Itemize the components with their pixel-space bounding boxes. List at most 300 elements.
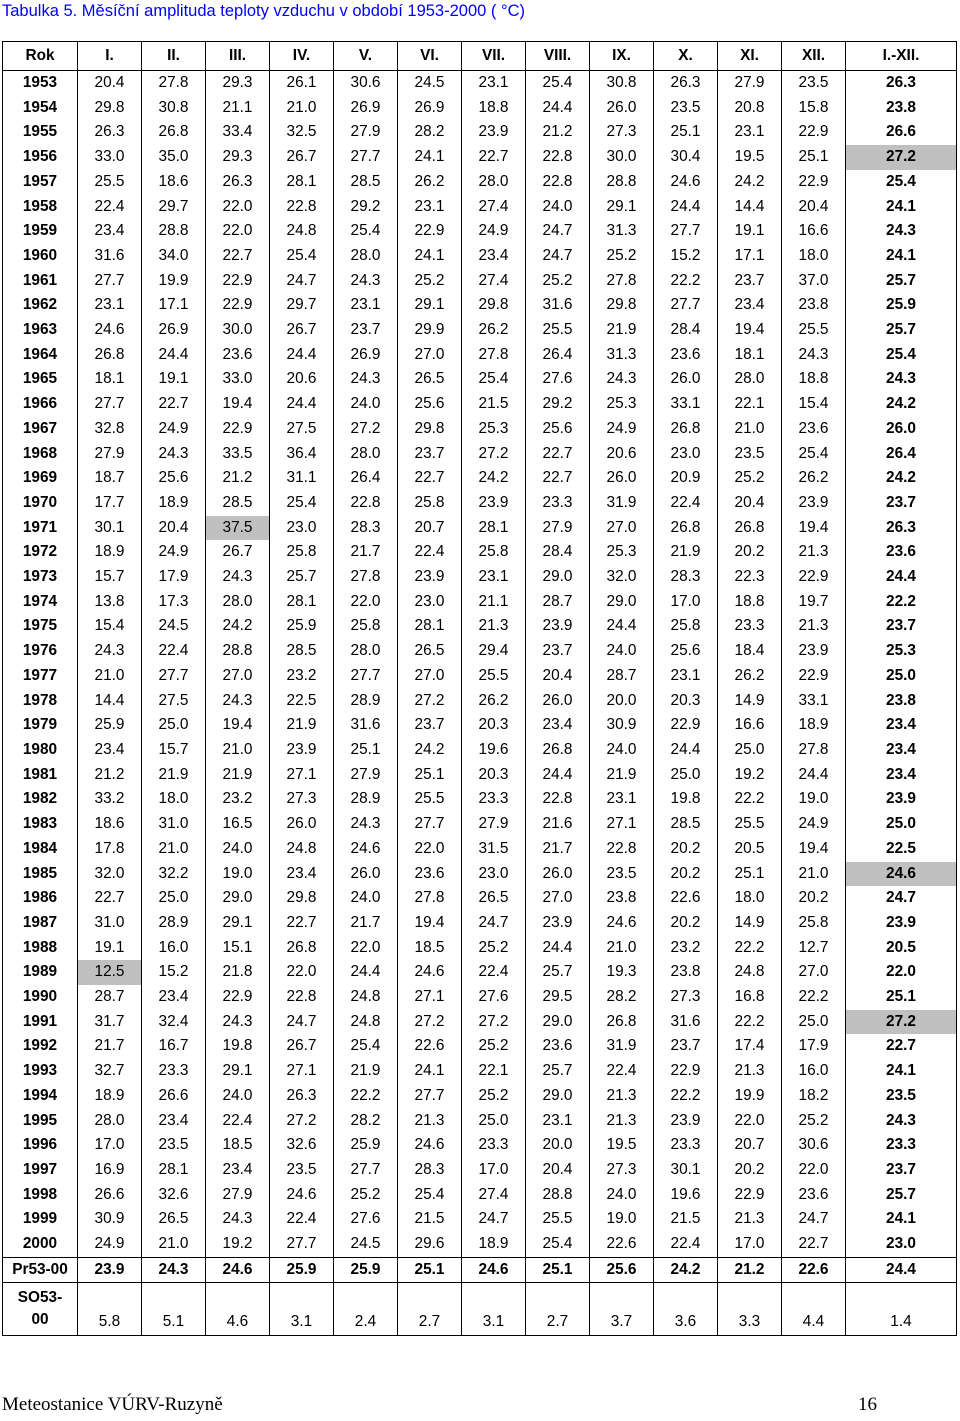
month-value-cell: 24.2	[398, 738, 462, 763]
annual-value-cell: 24.1	[846, 1207, 957, 1232]
month-value-cell: 26.5	[398, 639, 462, 664]
month-value-cell: 18.6	[78, 812, 142, 837]
year-cell: 1968	[3, 442, 78, 467]
month-value-cell: 26.7	[270, 1034, 334, 1059]
year-cell: 1985	[3, 862, 78, 887]
month-value-cell: 27.7	[78, 392, 142, 417]
month-value-cell: 24.0	[526, 195, 590, 220]
annual-value-cell: 25.0	[846, 812, 957, 837]
month-value-cell: 31.0	[78, 911, 142, 936]
month-value-cell: 27.4	[462, 1183, 526, 1208]
month-value-cell: 24.7	[526, 244, 590, 269]
month-value-cell: 23.2	[654, 936, 718, 961]
month-value-cell: 23.3	[462, 1133, 526, 1158]
month-value-cell: 22.1	[718, 392, 782, 417]
month-value-cell: 23.5	[782, 71, 846, 96]
month-value-cell: 23.7	[718, 269, 782, 294]
table-row	[3, 936, 957, 961]
month-value-cell: 25.9	[78, 713, 142, 738]
month-value-cell: 31.1	[270, 466, 334, 491]
month-value-cell: 18.8	[718, 590, 782, 615]
month-value-cell: 20.8	[718, 96, 782, 121]
month-value-cell: 24.2	[718, 170, 782, 195]
month-value-cell: 21.9	[206, 763, 270, 788]
month-value-cell: 23.4	[206, 1158, 270, 1183]
annual-value-cell: 26.3	[846, 516, 957, 541]
month-value-cell: 22.0	[334, 590, 398, 615]
annual-value-cell: 26.0	[846, 417, 957, 442]
month-value-cell: 28.7	[526, 590, 590, 615]
month-value-cell: 27.3	[590, 1158, 654, 1183]
year-cell: 1996	[3, 1133, 78, 1158]
month-value-cell: 35.0	[142, 145, 206, 170]
month-value-cell: 29.8	[398, 417, 462, 442]
month-value-cell: 31.6	[526, 293, 590, 318]
year-cell: 1971	[3, 516, 78, 541]
month-value-cell: 20.2	[654, 862, 718, 887]
month-value-cell: 15.4	[78, 614, 142, 639]
header-month: V.	[334, 42, 398, 71]
month-value-cell: 29.0	[526, 565, 590, 590]
month-value-cell: 23.2	[206, 787, 270, 812]
month-value-cell: 22.7	[206, 244, 270, 269]
month-value-cell: 23.4	[718, 293, 782, 318]
month-value-cell: 28.2	[398, 120, 462, 145]
annual-value-cell: 25.0	[846, 664, 957, 689]
annual-value-cell: 23.0	[846, 1232, 957, 1257]
annual-value-cell: 25.7	[846, 269, 957, 294]
month-value-cell: 29.6	[398, 1232, 462, 1257]
year-cell: 1954	[3, 96, 78, 121]
summary-annual-cell: 24.4	[846, 1257, 957, 1283]
month-value-cell: 21.3	[590, 1109, 654, 1134]
month-value-cell: 23.4	[526, 713, 590, 738]
month-value-cell: 25.6	[398, 392, 462, 417]
month-value-cell: 24.8	[718, 960, 782, 985]
month-value-cell: 21.5	[398, 1207, 462, 1232]
month-value-cell: 25.5	[78, 170, 142, 195]
month-value-cell: 33.0	[78, 145, 142, 170]
month-value-cell: 18.2	[782, 1084, 846, 1109]
month-value-cell: 20.9	[654, 466, 718, 491]
month-value-cell: 18.9	[78, 1084, 142, 1109]
month-value-cell: 23.3	[718, 614, 782, 639]
month-value-cell: 21.9	[142, 763, 206, 788]
annual-value-cell: 23.8	[846, 689, 957, 714]
month-value-cell: 25.6	[526, 417, 590, 442]
month-value-cell: 29.9	[398, 318, 462, 343]
annual-value-cell: 25.7	[846, 318, 957, 343]
summary-value-cell: 2.7	[526, 1283, 590, 1336]
month-value-cell: 27.8	[782, 738, 846, 763]
month-value-cell: 28.5	[654, 812, 718, 837]
month-value-cell: 29.3	[206, 145, 270, 170]
month-value-cell: 26.6	[142, 1084, 206, 1109]
summary-label	[3, 1283, 78, 1336]
month-value-cell: 25.7	[270, 565, 334, 590]
summary-label-part: SO53-	[17, 1289, 63, 1307]
month-value-cell: 25.8	[654, 614, 718, 639]
month-value-cell: 23.0	[654, 442, 718, 467]
month-value-cell: 23.4	[78, 738, 142, 763]
month-value-cell: 19.4	[206, 392, 270, 417]
month-value-cell: 29.1	[398, 293, 462, 318]
table-row	[3, 664, 957, 689]
month-value-cell: 18.5	[206, 1133, 270, 1158]
month-value-cell: 30.6	[782, 1133, 846, 1158]
month-value-cell: 25.0	[142, 886, 206, 911]
month-value-cell: 22.7	[398, 466, 462, 491]
month-value-cell: 22.7	[142, 392, 206, 417]
annual-value-cell: 23.9	[846, 787, 957, 812]
month-value-cell: 25.5	[526, 1207, 590, 1232]
station-name: Meteostanice VÚRV-Ruzyně	[2, 1394, 223, 1415]
month-value-cell: 25.2	[398, 269, 462, 294]
month-value-cell: 21.2	[206, 466, 270, 491]
month-value-cell: 20.2	[718, 540, 782, 565]
month-value-cell: 28.0	[334, 639, 398, 664]
month-value-cell: 21.9	[270, 713, 334, 738]
month-value-cell: 19.4	[398, 911, 462, 936]
month-value-cell: 29.8	[462, 293, 526, 318]
month-value-cell: 25.8	[462, 540, 526, 565]
month-value-cell: 23.6	[526, 1034, 590, 1059]
month-value-cell: 26.2	[462, 689, 526, 714]
month-value-cell: 24.4	[526, 936, 590, 961]
month-value-cell: 26.9	[334, 96, 398, 121]
month-value-cell: 21.0	[142, 1232, 206, 1257]
annual-value-cell: 24.3	[846, 367, 957, 392]
month-value-cell: 28.8	[142, 219, 206, 244]
month-value-cell: 22.4	[142, 639, 206, 664]
month-value-cell: 23.4	[78, 219, 142, 244]
month-value-cell: 27.7	[334, 1158, 398, 1183]
month-value-cell: 22.2	[334, 1084, 398, 1109]
table-row	[3, 392, 957, 417]
month-value-cell: 21.3	[462, 614, 526, 639]
month-value-cell: 29.8	[590, 293, 654, 318]
table-row	[3, 985, 957, 1010]
month-value-cell: 24.8	[270, 837, 334, 862]
summary-value-cell: 21.2	[718, 1257, 782, 1283]
month-value-cell: 27.4	[462, 269, 526, 294]
month-value-cell: 32.2	[142, 862, 206, 887]
month-value-cell: 33.5	[206, 442, 270, 467]
month-value-cell: 27.3	[590, 120, 654, 145]
month-value-cell: 23.9	[526, 614, 590, 639]
month-value-cell: 25.1	[782, 145, 846, 170]
month-value-cell: 30.9	[590, 713, 654, 738]
annual-value-cell: 26.6	[846, 120, 957, 145]
table-row	[3, 689, 957, 714]
year-cell: 1961	[3, 269, 78, 294]
month-value-cell: 27.9	[206, 1183, 270, 1208]
month-value-cell: 37.5	[206, 516, 270, 541]
month-value-cell: 29.5	[526, 985, 590, 1010]
month-value-cell: 29.0	[590, 590, 654, 615]
month-value-cell: 25.8	[334, 614, 398, 639]
month-value-cell: 25.5	[718, 812, 782, 837]
month-value-cell: 24.0	[334, 392, 398, 417]
month-value-cell: 23.4	[142, 1109, 206, 1134]
year-cell: 1964	[3, 343, 78, 368]
month-value-cell: 29.4	[462, 639, 526, 664]
month-value-cell: 23.5	[270, 1158, 334, 1183]
month-value-cell: 28.2	[590, 985, 654, 1010]
month-value-cell: 18.1	[718, 343, 782, 368]
month-value-cell: 20.4	[142, 516, 206, 541]
month-value-cell: 25.1	[334, 738, 398, 763]
month-value-cell: 19.5	[590, 1133, 654, 1158]
month-value-cell: 23.9	[782, 491, 846, 516]
table-row	[3, 145, 957, 170]
month-value-cell: 24.4	[142, 343, 206, 368]
year-cell: 1965	[3, 367, 78, 392]
month-value-cell: 22.9	[782, 170, 846, 195]
header-month: III.	[206, 42, 270, 71]
month-value-cell: 15.8	[782, 96, 846, 121]
table-row	[3, 367, 957, 392]
average-row	[3, 1257, 957, 1283]
table-row	[3, 293, 957, 318]
table-row	[3, 71, 957, 96]
month-value-cell: 30.1	[654, 1158, 718, 1183]
table-row	[3, 195, 957, 220]
month-value-cell: 27.0	[206, 664, 270, 689]
year-cell: 1974	[3, 590, 78, 615]
month-value-cell: 24.4	[334, 960, 398, 985]
month-value-cell: 28.1	[398, 614, 462, 639]
month-value-cell: 24.5	[334, 1232, 398, 1257]
annual-value-cell: 23.6	[846, 540, 957, 565]
year-cell: 1957	[3, 170, 78, 195]
month-value-cell: 32.4	[142, 1010, 206, 1035]
month-value-cell: 21.0	[782, 862, 846, 887]
month-value-cell: 22.8	[526, 787, 590, 812]
table-row	[3, 787, 957, 812]
month-value-cell: 16.9	[78, 1158, 142, 1183]
summary-value-cell: 3.1	[270, 1283, 334, 1336]
month-value-cell: 24.7	[270, 269, 334, 294]
month-value-cell: 25.2	[462, 936, 526, 961]
month-value-cell: 23.9	[398, 565, 462, 590]
month-value-cell: 25.9	[334, 1133, 398, 1158]
month-value-cell: 23.1	[78, 293, 142, 318]
month-value-cell: 24.7	[782, 1207, 846, 1232]
month-value-cell: 15.4	[782, 392, 846, 417]
month-value-cell: 24.1	[398, 145, 462, 170]
month-value-cell: 19.2	[718, 763, 782, 788]
year-cell: 1962	[3, 293, 78, 318]
month-value-cell: 27.2	[398, 1010, 462, 1035]
month-value-cell: 26.8	[718, 516, 782, 541]
year-cell: 1992	[3, 1034, 78, 1059]
month-value-cell: 24.3	[590, 367, 654, 392]
summary-value-cell: 25.1	[398, 1257, 462, 1283]
month-value-cell: 29.8	[78, 96, 142, 121]
month-value-cell: 21.0	[78, 664, 142, 689]
month-value-cell: 24.6	[398, 1133, 462, 1158]
month-value-cell: 24.1	[398, 244, 462, 269]
month-value-cell: 12.5	[78, 960, 142, 985]
month-value-cell: 20.5	[718, 837, 782, 862]
month-value-cell: 25.4	[462, 367, 526, 392]
table-row	[3, 960, 957, 985]
month-value-cell: 28.7	[590, 664, 654, 689]
month-value-cell: 27.2	[398, 689, 462, 714]
month-value-cell: 28.5	[334, 170, 398, 195]
month-value-cell: 37.0	[782, 269, 846, 294]
month-value-cell: 24.3	[78, 639, 142, 664]
month-value-cell: 25.2	[718, 466, 782, 491]
annual-value-cell: 24.7	[846, 886, 957, 911]
month-value-cell: 25.4	[526, 71, 590, 96]
month-value-cell: 26.4	[526, 343, 590, 368]
month-value-cell: 24.4	[526, 96, 590, 121]
month-value-cell: 26.5	[398, 367, 462, 392]
month-value-cell: 23.2	[270, 664, 334, 689]
month-value-cell: 22.8	[270, 195, 334, 220]
month-value-cell: 27.7	[334, 145, 398, 170]
month-value-cell: 28.1	[142, 1158, 206, 1183]
month-value-cell: 22.2	[718, 1010, 782, 1035]
month-value-cell: 19.5	[718, 145, 782, 170]
month-value-cell: 29.7	[142, 195, 206, 220]
annual-value-cell: 26.4	[846, 442, 957, 467]
table-row	[3, 837, 957, 862]
month-value-cell: 22.8	[590, 837, 654, 862]
table-row	[3, 812, 957, 837]
month-value-cell: 23.1	[718, 120, 782, 145]
summary-value-cell: 3.6	[654, 1283, 718, 1336]
summary-value-cell: 25.9	[270, 1257, 334, 1283]
table-row	[3, 713, 957, 738]
annual-value-cell: 24.1	[846, 1059, 957, 1084]
month-value-cell: 24.4	[590, 614, 654, 639]
month-value-cell: 26.7	[206, 540, 270, 565]
table-row	[3, 244, 957, 269]
month-value-cell: 29.0	[206, 886, 270, 911]
month-value-cell: 22.2	[654, 1084, 718, 1109]
month-value-cell: 21.6	[526, 812, 590, 837]
month-value-cell: 22.9	[782, 565, 846, 590]
month-value-cell: 23.6	[398, 862, 462, 887]
month-value-cell: 27.8	[142, 71, 206, 96]
year-cell: 1997	[3, 1158, 78, 1183]
month-value-cell: 21.9	[334, 1059, 398, 1084]
month-value-cell: 18.8	[782, 367, 846, 392]
annual-value-cell: 25.9	[846, 293, 957, 318]
month-value-cell: 22.6	[398, 1034, 462, 1059]
month-value-cell: 24.9	[142, 417, 206, 442]
month-value-cell: 22.1	[462, 1059, 526, 1084]
month-value-cell: 28.0	[78, 1109, 142, 1134]
summary-value-cell: 2.4	[334, 1283, 398, 1336]
year-cell: 1979	[3, 713, 78, 738]
table-row	[3, 565, 957, 590]
month-value-cell: 23.0	[270, 516, 334, 541]
month-value-cell: 24.8	[334, 1010, 398, 1035]
month-value-cell: 19.1	[142, 367, 206, 392]
annual-value-cell: 24.3	[846, 1109, 957, 1134]
summary-value-cell: 3.1	[462, 1283, 526, 1336]
table-row	[3, 269, 957, 294]
month-value-cell: 33.4	[206, 120, 270, 145]
month-value-cell: 18.8	[462, 96, 526, 121]
annual-value-cell: 25.7	[846, 1183, 957, 1208]
month-value-cell: 28.9	[334, 689, 398, 714]
month-value-cell: 25.9	[270, 614, 334, 639]
month-value-cell: 21.3	[782, 540, 846, 565]
month-value-cell: 22.8	[334, 491, 398, 516]
month-value-cell: 26.8	[142, 120, 206, 145]
month-value-cell: 17.4	[718, 1034, 782, 1059]
month-value-cell: 23.4	[142, 985, 206, 1010]
month-value-cell: 25.8	[270, 540, 334, 565]
month-value-cell: 23.9	[526, 911, 590, 936]
year-cell: 1963	[3, 318, 78, 343]
month-value-cell: 25.2	[782, 1109, 846, 1134]
month-value-cell: 25.4	[526, 1232, 590, 1257]
header-month: I.	[78, 42, 142, 71]
month-value-cell: 18.9	[78, 540, 142, 565]
month-value-cell: 23.1	[526, 1109, 590, 1134]
month-value-cell: 14.9	[718, 689, 782, 714]
header-month: VIII.	[526, 42, 590, 71]
month-value-cell: 21.0	[270, 96, 334, 121]
month-value-cell: 23.1	[654, 664, 718, 689]
table-row	[3, 96, 957, 121]
header-month: XII.	[782, 42, 846, 71]
month-value-cell: 24.6	[398, 960, 462, 985]
month-value-cell: 21.1	[206, 96, 270, 121]
month-value-cell: 26.0	[526, 862, 590, 887]
table-row	[3, 1158, 957, 1183]
year-cell: 1981	[3, 763, 78, 788]
month-value-cell: 19.3	[590, 960, 654, 985]
month-value-cell: 22.0	[270, 960, 334, 985]
month-value-cell: 28.8	[526, 1183, 590, 1208]
month-value-cell: 25.2	[462, 1084, 526, 1109]
annual-value-cell: 23.9	[846, 911, 957, 936]
month-value-cell: 29.3	[206, 71, 270, 96]
month-value-cell: 23.4	[462, 244, 526, 269]
month-value-cell: 20.2	[782, 886, 846, 911]
month-value-cell: 17.9	[782, 1034, 846, 1059]
month-value-cell: 14.9	[718, 911, 782, 936]
month-value-cell: 22.5	[270, 689, 334, 714]
month-value-cell: 21.9	[654, 540, 718, 565]
month-value-cell: 19.4	[782, 516, 846, 541]
month-value-cell: 28.7	[78, 985, 142, 1010]
month-value-cell: 26.8	[590, 1010, 654, 1035]
month-value-cell: 23.7	[334, 318, 398, 343]
month-value-cell: 27.6	[462, 985, 526, 1010]
annual-value-cell: 23.7	[846, 1158, 957, 1183]
month-value-cell: 32.6	[270, 1133, 334, 1158]
month-value-cell: 28.9	[142, 911, 206, 936]
month-value-cell: 12.7	[782, 936, 846, 961]
month-value-cell: 26.5	[462, 886, 526, 911]
month-value-cell: 27.0	[782, 960, 846, 985]
month-value-cell: 15.2	[654, 244, 718, 269]
table-row	[3, 318, 957, 343]
month-value-cell: 24.4	[270, 392, 334, 417]
month-value-cell: 21.2	[78, 763, 142, 788]
summary-label-part: 00	[31, 1311, 49, 1329]
month-value-cell: 27.2	[270, 1109, 334, 1134]
summary-value-cell: 24.6	[206, 1257, 270, 1283]
